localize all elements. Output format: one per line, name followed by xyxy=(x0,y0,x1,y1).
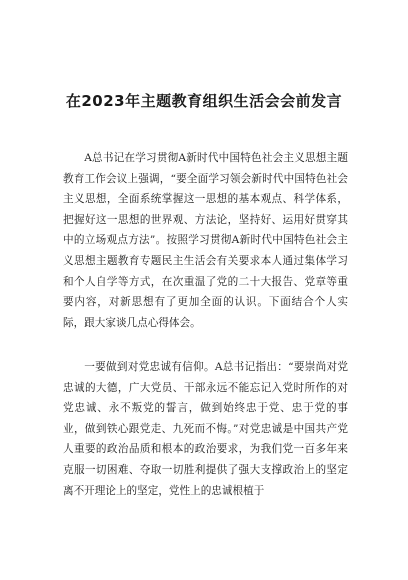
paragraph-2: 一要做到对党忠诚有信仰。A总书记指出：“要崇尚对党忠诚的大德，广大党员、干部永远不能忘记入党时所作的对党忠诚、永不叛党的誓言，做到始终忠于党、忠于党的事业，做到铁心跟党走、九死而不悔。”对党忠诚是中国共产党人重要的政治品质和根本的政治要求，为我们党一百多年来克服一切困难、夺取一切胜利提供了强大支撑政治上的坚定离不开理论上的坚定，党性上的忠诚根植于 xyxy=(63,361,348,497)
paragraph-1: A总书记在学习贯彻A新时代中国特色社会主义思想主题教育工作会议上强调，“要全面学习领会新时代中国特色社会主义思想，全面系统掌握这一思想的基本观点、科学体系，把握好这一思想的世界观、方法论，坚持好、运用好贯穿其中的立场观点方法”。按照学习贯彻A新时代中国特色社会主义思想主题教育专题民主生活会有关要求本人通过集体学习和个人自学等方式，在次重温了党的二十大报告、党章等重要内容，对新思想有了更加全面的认识。下面结合个人实际，跟大家谈几点心得体会。 xyxy=(63,152,348,329)
document-title: 在2023年主题教育组织生活会会前发言 xyxy=(65,92,343,110)
